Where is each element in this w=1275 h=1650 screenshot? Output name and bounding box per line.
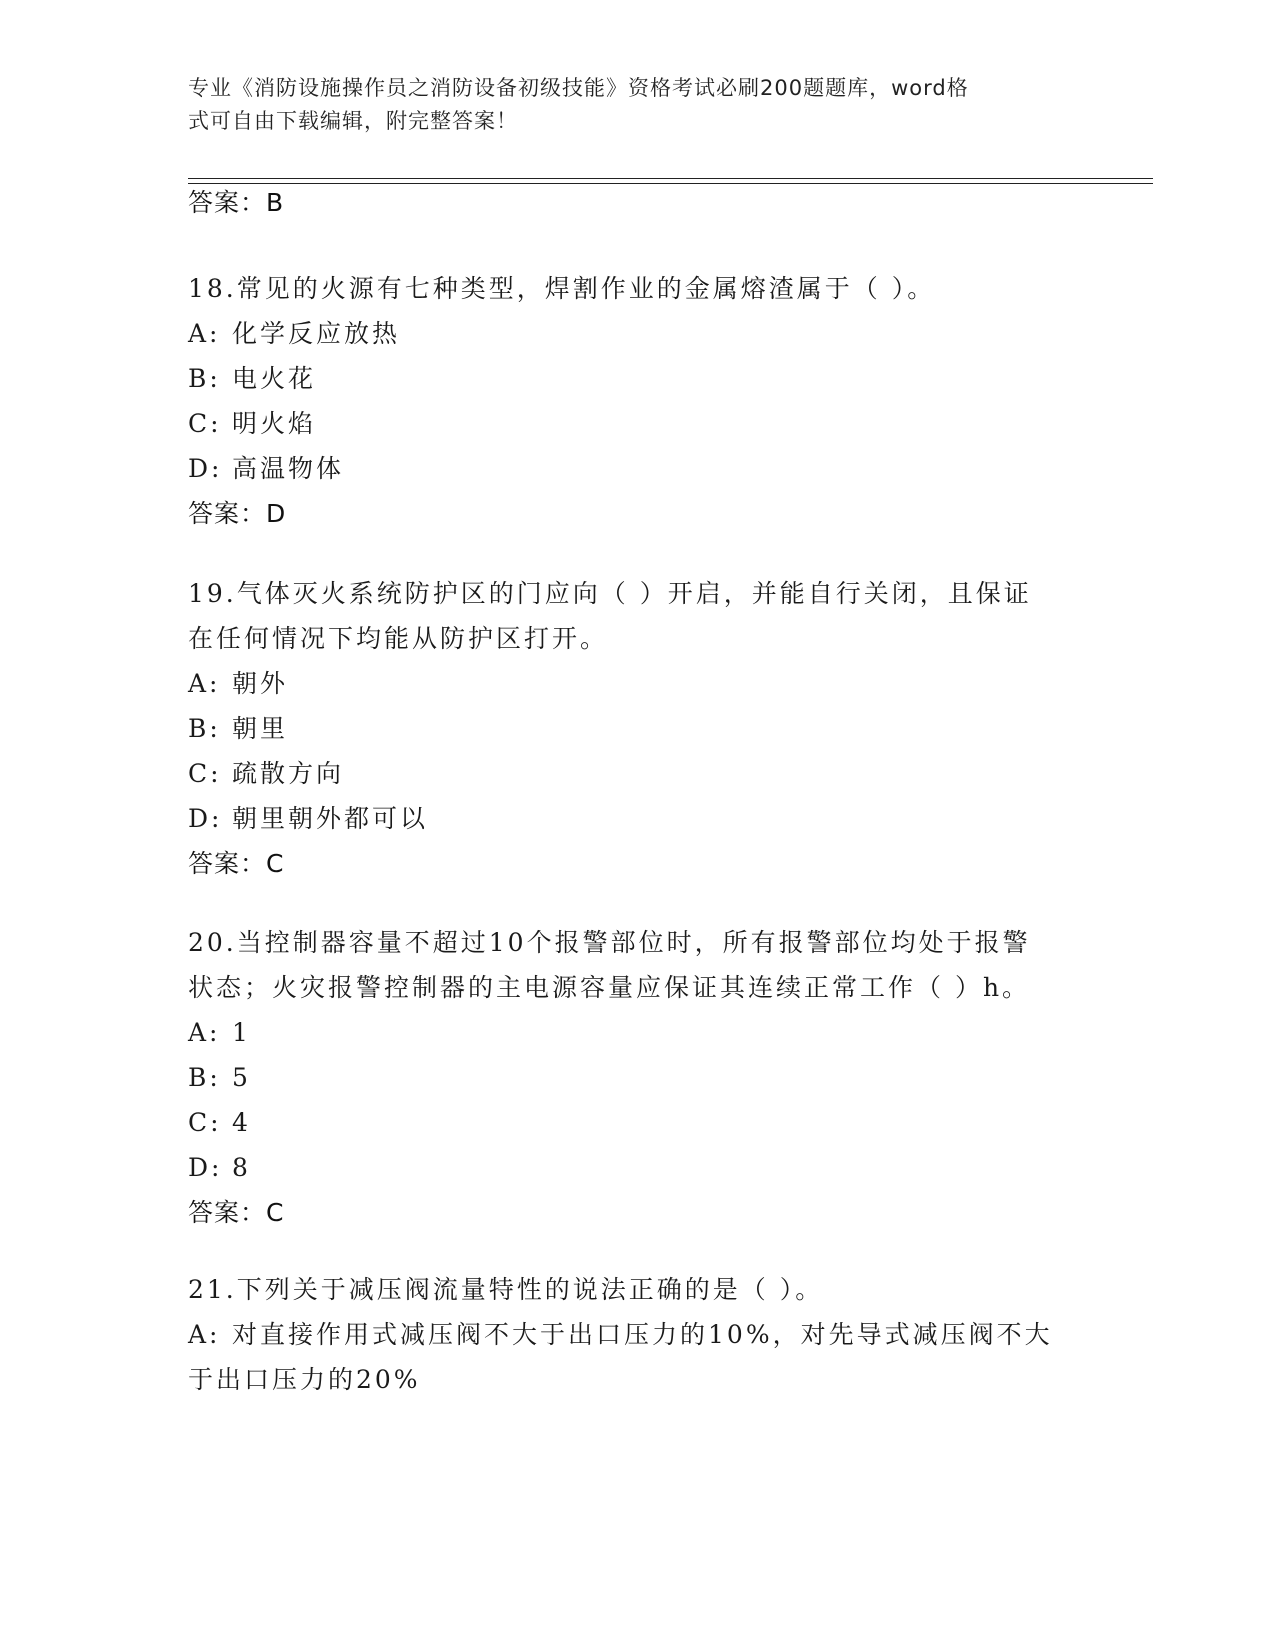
option-d: D: 朝里朝外都可以 xyxy=(188,804,429,833)
question-stem-line-2: 状态；火灾报警控制器的主电源容量应保证其连续正常工作（ ）h。 xyxy=(188,973,1031,1002)
option-c: C: 疏散方向 xyxy=(188,759,345,788)
header-line-1: 专业《消防设施操作员之消防设备初级技能》资格考试必刷200题题库，word格 xyxy=(188,76,969,100)
option-b: B: 5 xyxy=(188,1063,251,1092)
question-19 xyxy=(188,571,1078,886)
option-b: B: 电火花 xyxy=(188,364,317,393)
option-a: A: 1 xyxy=(188,1018,251,1047)
option-c: C: 明火焰 xyxy=(188,409,317,438)
question-stem: 18.常见的火源有七种类型，焊割作业的金属熔渣属于（ ）。 xyxy=(188,274,936,303)
option-b: B: 朝里 xyxy=(188,714,289,743)
prev-answer: 答案：B xyxy=(188,188,285,217)
option-d: D: 8 xyxy=(188,1153,251,1182)
option-a: A: 对直接作用式减压阀不大于出口压力的10%，对先导式减压阀不大 xyxy=(188,1320,1053,1349)
header-line-2: 式可自由下载编辑，附完整答案！ xyxy=(188,109,518,133)
option-a-continued: 于出口压力的20% xyxy=(188,1365,421,1394)
header-divider-top xyxy=(188,178,1153,179)
option-a: A: 化学反应放热 xyxy=(188,319,401,348)
answer: 答案：D xyxy=(188,499,287,528)
document-header xyxy=(188,72,1068,138)
answer: 答案：C xyxy=(188,1198,285,1227)
question-stem-line-1: 19.气体灭火系统防护区的门应向（ ）开启，并能自行关闭，且保证 xyxy=(188,579,1032,608)
answer: 答案：C xyxy=(188,849,285,878)
option-c: C: 4 xyxy=(188,1108,251,1137)
question-stem: 21.下列关于减压阀流量特性的说法正确的是（ ）。 xyxy=(188,1275,824,1304)
option-d: D: 高温物体 xyxy=(188,454,345,483)
option-a: A: 朝外 xyxy=(188,669,289,698)
question-stem-line-2: 在任何情况下均能从防护区打开。 xyxy=(188,624,609,653)
question-21 xyxy=(188,1267,1078,1402)
question-stem-line-1: 20.当控制器容量不超过10个报警部位时，所有报警部位均处于报警 xyxy=(188,928,1031,957)
question-20 xyxy=(188,920,1078,1235)
question-18 xyxy=(188,266,1078,536)
